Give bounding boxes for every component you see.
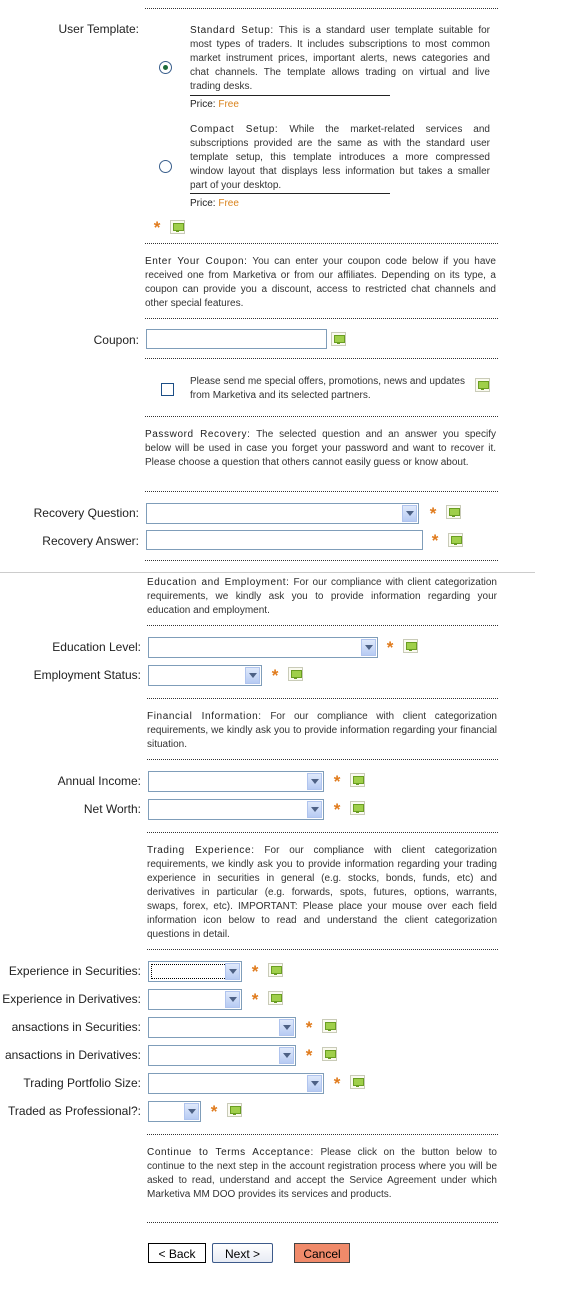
financial-info-title: Financial Information:: [147, 711, 262, 722]
chevron-down-icon[interactable]: [307, 801, 322, 818]
asterisk-icon: *: [210, 1102, 218, 1121]
info-balloon-icon[interactable]: [322, 1047, 337, 1061]
info-balloon-icon[interactable]: [322, 1019, 337, 1033]
price-value: Free: [218, 198, 239, 209]
info-balloon-icon[interactable]: [268, 963, 283, 977]
asterisk-icon: *: [305, 1046, 313, 1065]
separator: [145, 318, 498, 319]
chevron-down-icon[interactable]: [225, 963, 240, 980]
underline: [190, 95, 390, 96]
offers-text: Please send me special offers, promotions, news and updates from Marketiva and its selected partners.: [190, 376, 465, 401]
separator: [147, 1222, 498, 1223]
chevron-down-icon[interactable]: [402, 505, 417, 522]
portfolio-size-label: Trading Portfolio Size:: [23, 1076, 141, 1090]
asterisk-icon: *: [251, 990, 259, 1009]
chevron-down-icon[interactable]: [279, 1019, 294, 1036]
employment-status-select[interactable]: [148, 665, 262, 686]
transactions-securities-label: ansactions in Securities:: [11, 1020, 141, 1034]
separator: [145, 243, 498, 244]
asterisk-icon: *: [305, 1018, 313, 1037]
asterisk-icon: *: [153, 218, 161, 237]
price-label: Price:: [190, 99, 216, 110]
transactions-securities-select[interactable]: [148, 1017, 296, 1038]
compact-setup-radio[interactable]: [159, 160, 172, 173]
chevron-down-icon[interactable]: [245, 667, 260, 684]
annual-income-label: Annual Income:: [57, 774, 141, 788]
employment-status-label: Employment Status:: [33, 668, 141, 682]
separator: [145, 491, 498, 492]
compact-setup-text: While the market-related services and subscriptions provided are the same as with the standard user template setup, this template introduces a more compressed window layout that displays less information but takes a smaller part of your desktop.: [190, 124, 490, 191]
standard-setup-text: This is a standard user template suitable for most types of traders. It includes subscriptions to most common market instrument prices, important alerts, news categories and chat channels. The template allows trading on virtual and live trading desks.: [190, 25, 490, 92]
separator: [145, 358, 498, 359]
separator: [147, 698, 498, 699]
recovery-question-select[interactable]: [146, 503, 419, 524]
chevron-down-icon[interactable]: [361, 639, 376, 656]
education-level-select[interactable]: [148, 637, 378, 658]
separator: [145, 8, 498, 9]
info-balloon-icon[interactable]: [288, 667, 303, 681]
coupon-info-text: You can enter your coupon code below if you have received one from Marketiva or from our affiliates. Depending on its type, a coupon can provide you a discount, access to restricted chat channels and other special features.: [145, 256, 496, 309]
separator: [147, 1134, 498, 1135]
education-level-label: Education Level:: [52, 640, 141, 654]
separator: [147, 625, 498, 626]
transactions-derivatives-select[interactable]: [148, 1045, 296, 1066]
password-recovery-title: Password Recovery:: [145, 429, 251, 440]
chevron-down-icon[interactable]: [184, 1103, 199, 1120]
info-balloon-icon[interactable]: [448, 533, 463, 547]
price-label: Price:: [190, 198, 216, 209]
standard-setup-radio[interactable]: [159, 61, 172, 74]
info-balloon-icon[interactable]: [475, 378, 490, 392]
info-balloon-icon[interactable]: [170, 220, 185, 234]
standard-setup-title: Standard Setup:: [190, 25, 274, 36]
section-divider: [0, 572, 535, 573]
experience-securities-label: Experience in Securities:: [8, 964, 141, 978]
coupon-info-title: Enter Your Coupon:: [145, 256, 248, 267]
user-template-label: User Template:: [58, 22, 139, 36]
experience-securities-select[interactable]: [148, 961, 242, 982]
underline: [190, 193, 390, 194]
net-worth-label: Net Worth:: [83, 802, 141, 816]
info-balloon-icon[interactable]: [446, 505, 461, 519]
annual-income-select[interactable]: [148, 771, 324, 792]
traded-professional-label: Traded as Professional?:: [8, 1104, 141, 1118]
education-info: [147, 576, 497, 618]
info-balloon-icon[interactable]: [227, 1103, 242, 1117]
continue-info-title: Continue to Terms Acceptance:: [147, 1147, 314, 1158]
trading-info-text: For our compliance with client categorization requirements, we kindly ask you to provide information regarding your trading experience in securities in general (e.g. stocks, bonds, funds, etc) and derivatives in particular (e.g. forwards, spots, futures, options, warrants, swaps, forex, etc). IMPORTANT: Please place your mouse over each field information icon below to read and understand the client categorization questions in detail.: [147, 845, 497, 940]
separator: [147, 832, 498, 833]
chevron-down-icon[interactable]: [307, 1075, 322, 1092]
asterisk-icon: *: [429, 504, 437, 523]
info-balloon-icon[interactable]: [403, 639, 418, 653]
compact-setup-description: [190, 123, 490, 193]
password-recovery-info: [145, 428, 496, 470]
separator: [145, 560, 498, 561]
coupon-label: Coupon:: [93, 333, 139, 347]
chevron-down-icon[interactable]: [307, 773, 322, 790]
chevron-down-icon[interactable]: [279, 1047, 294, 1064]
asterisk-icon: *: [271, 666, 279, 685]
asterisk-icon: *: [333, 800, 341, 819]
trading-info: [147, 844, 497, 942]
separator: [145, 416, 498, 417]
coupon-info: [145, 255, 496, 311]
next-button[interactable]: Next >: [212, 1243, 273, 1263]
asterisk-icon: *: [431, 531, 439, 550]
password-recovery-text: The selected question and an answer you specify below will be used in case you forget your password and want to recover it. Please choose a question that others cannot easily guess or know about.: [145, 429, 496, 468]
experience-derivatives-label: Experience in Derivatives:: [2, 992, 141, 1006]
standard-setup-description: [190, 24, 490, 94]
info-balloon-icon[interactable]: [350, 1075, 365, 1089]
asterisk-icon: *: [333, 772, 341, 791]
recovery-answer-input[interactable]: [146, 530, 423, 550]
transactions-derivatives-label: ansactions in Derivatives:: [4, 1048, 141, 1062]
financial-info: [147, 710, 497, 752]
standard-price: [190, 99, 239, 110]
asterisk-icon: *: [333, 1074, 341, 1093]
recovery-question-label: Recovery Question:: [33, 506, 139, 520]
net-worth-select[interactable]: [148, 799, 324, 820]
trading-info-title: Trading Experience:: [147, 845, 255, 856]
compact-setup-title: Compact Setup:: [190, 124, 279, 135]
coupon-input[interactable]: [146, 329, 327, 349]
info-balloon-icon[interactable]: [350, 773, 365, 787]
experience-derivatives-select[interactable]: [148, 989, 242, 1010]
separator: [147, 759, 498, 760]
continue-info: [147, 1146, 497, 1202]
price-value: Free: [218, 99, 239, 110]
offers-checkbox[interactable]: [161, 383, 174, 396]
info-balloon-icon[interactable]: [331, 332, 346, 346]
education-info-text: For our compliance with client categorization requirements, we kindly ask you to provide information regarding your education and employment.: [147, 577, 497, 616]
continue-info-text: Please click on the button below to continue to the next step in the account registration process where you will be asked to read, understand and accept the Service Agreement under which Marketiva MM DOO provides its services and products.: [147, 1147, 497, 1200]
recovery-answer-label: Recovery Answer:: [42, 534, 139, 548]
asterisk-icon: *: [251, 962, 259, 981]
compact-price: [190, 198, 239, 209]
info-balloon-icon[interactable]: [350, 801, 365, 815]
traded-professional-select[interactable]: [148, 1101, 201, 1122]
portfolio-size-select[interactable]: [148, 1073, 324, 1094]
info-balloon-icon[interactable]: [268, 991, 283, 1005]
education-info-title: Education and Employment:: [147, 577, 290, 588]
chevron-down-icon[interactable]: [225, 991, 240, 1008]
asterisk-icon: *: [386, 638, 394, 657]
separator: [147, 949, 498, 950]
financial-info-text: For our compliance with client categorization requirements, we kindly ask you to provide information regarding your financial situation.: [147, 711, 497, 750]
cancel-button[interactable]: Cancel: [294, 1243, 350, 1263]
back-button[interactable]: < Back: [148, 1243, 206, 1263]
